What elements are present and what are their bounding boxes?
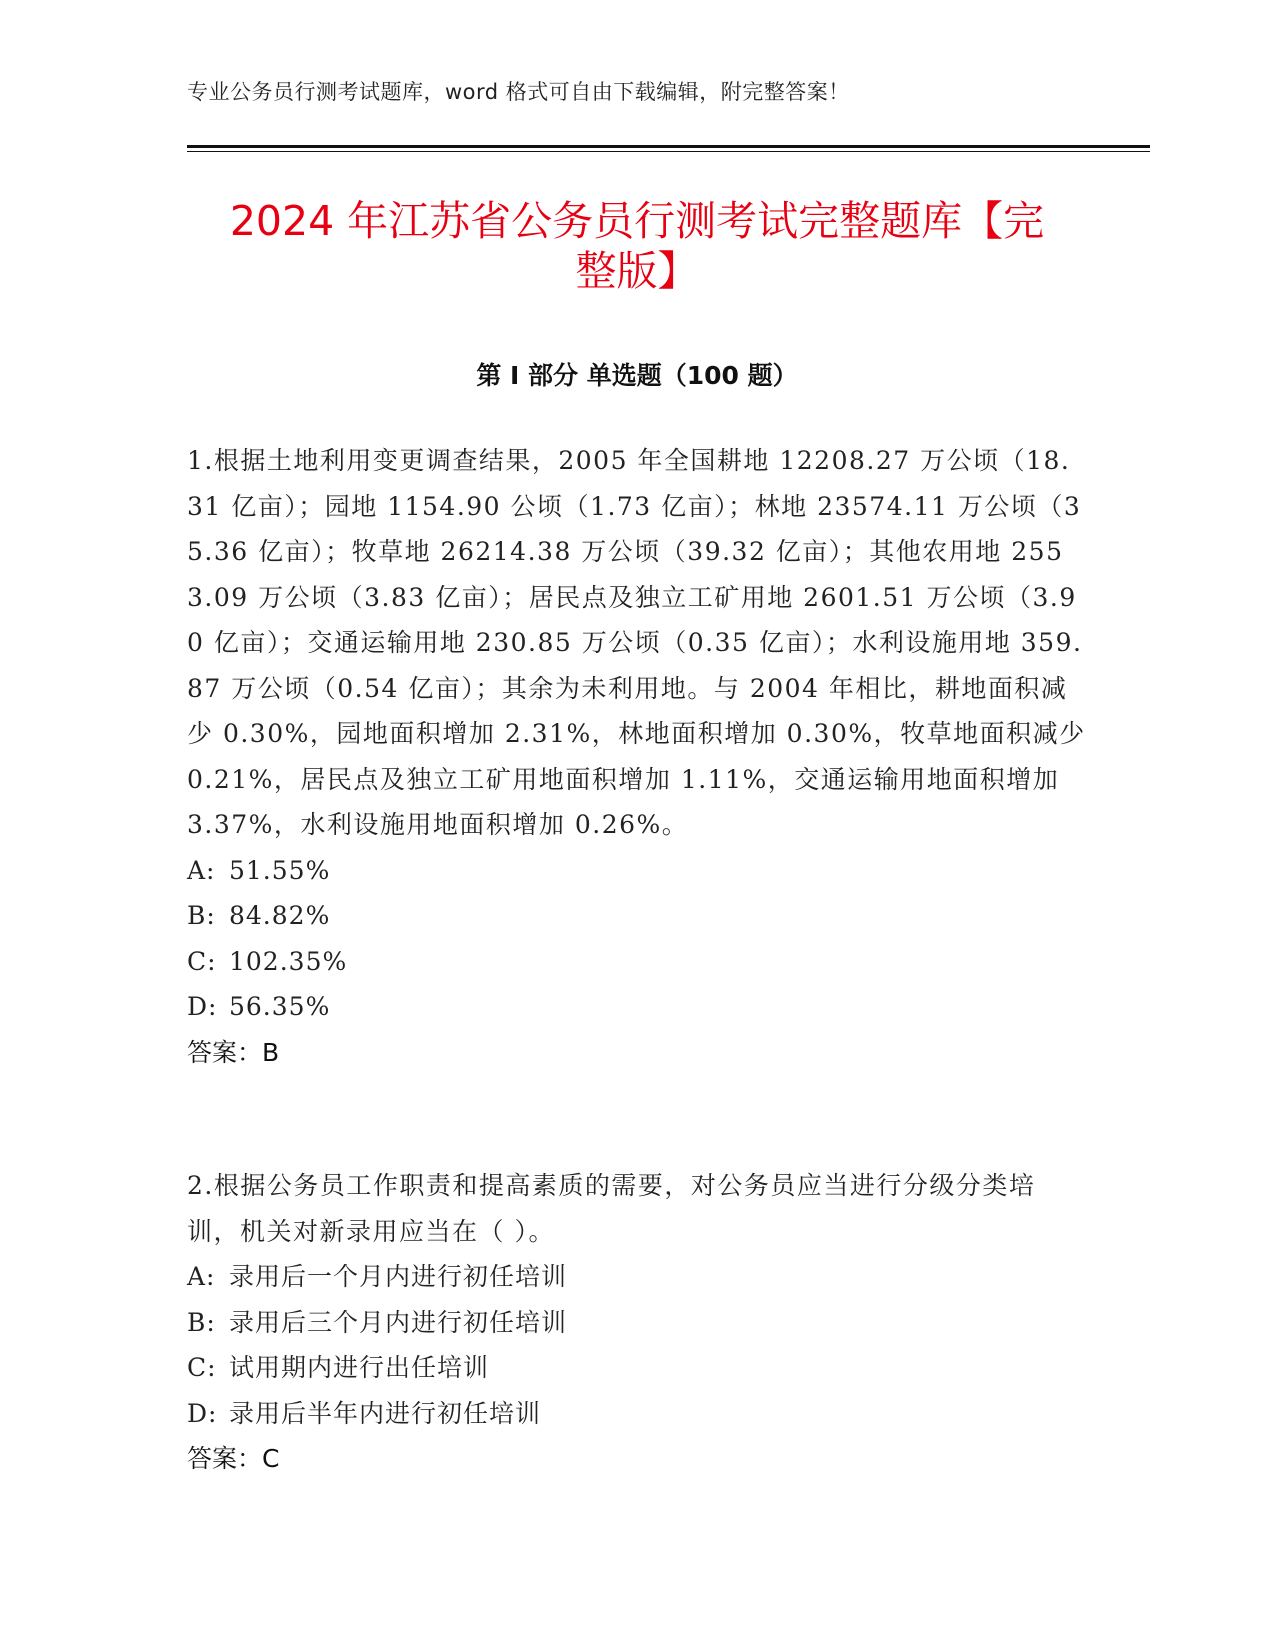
option-text: 试用期内进行出任培训 [229,1353,490,1382]
option-text: 51.55% [229,855,331,885]
question-2 [187,1163,1087,1482]
option-letter: B: [187,1307,216,1337]
option-b [187,893,1087,939]
option-b [187,1300,1087,1346]
option-text: 56.35% [229,992,331,1021]
option-letter: D: [187,1398,218,1428]
option-letter: A: [187,855,216,885]
option-a [187,848,1087,894]
header-rule-thin [187,151,1150,152]
option-d [187,984,1087,1030]
option-a [187,1254,1087,1300]
option-letter: C: [187,1353,217,1382]
option-text: 102.35% [229,946,348,976]
section-title: 第 I 部分 单选题（100 题） [476,361,798,390]
option-c [187,1345,1087,1391]
answer: 答案：C [187,1444,280,1473]
answer: 答案：B [187,1037,280,1067]
option-letter: C: [187,946,217,976]
option-text: 录用后一个月内进行初任培训 [229,1262,568,1291]
option-text: 录用后三个月内进行初任培训 [229,1307,568,1337]
option-letter: A: [187,1262,216,1291]
question-stem: 2.根据公务员工作职责和提高素质的需要，对公务员应当进行分级分类培训，机关对新录用应当在（ ）。 [187,1171,1036,1246]
option-c [187,939,1087,985]
document-title [187,196,1087,296]
question-1 [187,438,1087,1075]
option-letter: B: [187,901,216,930]
option-letter: D: [187,992,218,1021]
question-stem: 1.根据土地利用变更调查结果，2005 年全国耕地 12208.27 万公顷（18.31 亿亩）；园地 1154.90 公顷（1.73 亿亩）；林地 23574.11 万公顷（35.36 亿亩）；牧草地 26214.38 万公顷（39.32 亿亩）；其他农用地 2553.09 万公顷（3.83 亿亩）；居民点及独立工矿用地 2601.51 万公顷（3.90 亿亩）；交通运输用地 230.85 万公顷（0.35 亿亩）；水利设施用地 359.87 万公顷（0.54 亿亩）；其余为未利用地。与 2004 年相比，耕地面积减少 0.30%，园地面积增加 2.31%，林地面积增加 0.30%，牧草地面积减少 0.21%，居民点及独立工矿用地面积增加 1.11%，交通运输用地面积增加 3.37%，水利设施用地面积增加 0.26%。 [187,446,1086,839]
option-d [187,1391,1087,1437]
header-rule-thick [187,145,1150,148]
header-note: 专业公务员行测考试题库，word 格式可自由下载编辑，附完整答案！ [187,80,850,104]
document-title-line-1: 2024 年江苏省公务员行测考试完整题库【完 [229,197,1045,245]
option-text: 录用后半年内进行初任培训 [229,1398,542,1428]
option-text: 84.82% [229,901,331,930]
document-title-line-2: 整版】 [575,247,699,295]
